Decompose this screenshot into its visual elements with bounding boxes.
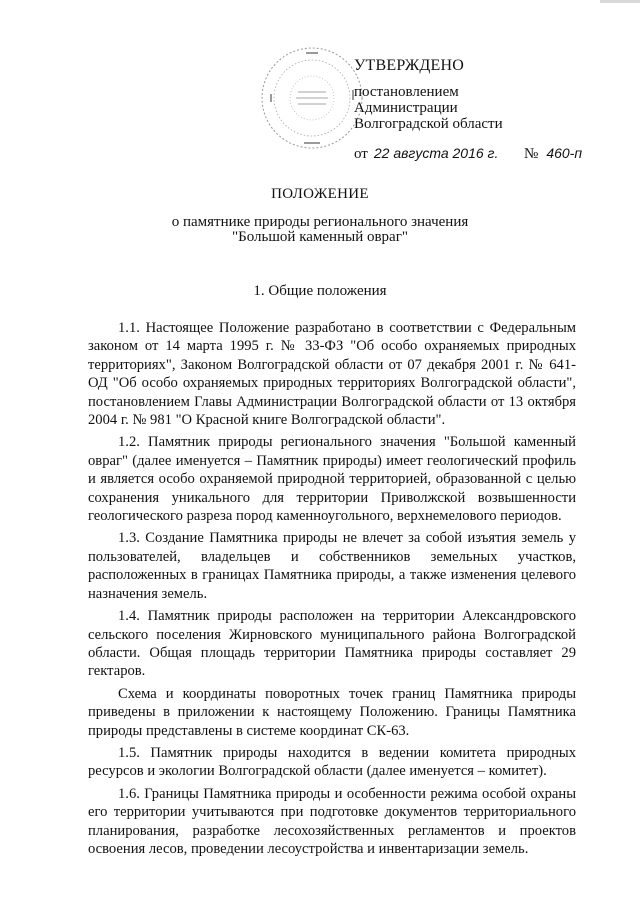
approval-heading: УТВЕРЖДЕНО xyxy=(354,57,465,74)
approval-line-2: Администрации xyxy=(354,100,458,116)
number-label: № xyxy=(524,146,539,162)
paragraph-1-1: 1.1. Настоящее Положение разработано в соответствии с Федеральным законом от 14 марта 1995 г. № 33-ФЗ "Об особо охраняемых природных территориях", Законом Волгоградской области от 07 декабря 2001 г. № 641-ОД "Об особо охраняемых природных территориях Волгоградской области", постановлением Главы Администрации Волгоградской области от 13 октября 2004 г. № 981 "О Красной книге Волгоградской области". xyxy=(88,320,576,429)
approval-date-number xyxy=(354,145,594,162)
body-text xyxy=(88,319,576,862)
document-subtitle xyxy=(0,215,640,245)
paragraph-1-5: 1.5. Памятник природы находится в ведении комитета природных ресурсов и экологии Волгоградской области (далее именуется – комитет). xyxy=(88,744,576,780)
paragraph-1-2: 1.2. Памятник природы регионального значения "Большой каменный овраг" (далее именуется – Памятник природы) имеет геологический профиль и является особо охраняемой природной территорией, образованной с целью сохранения уникального для территории Приволжской возвышенности геологического разреза пород каменноугольного, верхнемелового периодов. xyxy=(88,434,576,525)
section-heading: 1. Общие положения xyxy=(253,283,387,299)
approval-line-1: постановлением xyxy=(354,84,459,100)
paragraph-1-3: 1.3. Создание Памятника природы не влечет за собой изъятия земель у пользователей, владельцев и собственников земельных участков, расположенных в границах Памятника природы, а также изменения целевого назначения земель. xyxy=(88,530,576,602)
paragraph-1-4: 1.4. Памятник природы расположен на территории Александровского сельского поселения Жирновского муниципального района Волгоградской области. Общая площадь территории Памятника природы составляет 29 гектаров. xyxy=(88,608,576,680)
seal-graphic xyxy=(258,44,366,152)
subtitle-line-2: "Большой каменный овраг" xyxy=(232,229,408,245)
number-group xyxy=(524,145,582,162)
scan-edge-mark xyxy=(600,0,640,3)
approval-block xyxy=(354,57,604,162)
paragraph-1-4-schema: Схема и координаты поворотных точек границ Памятника природы приведены в приложении к настоящему Положению. Границы Памятника природы представлены в системе координат СК-63. xyxy=(88,685,576,739)
date-from-label: от xyxy=(354,146,368,162)
subtitle-line-1: о памятнике природы регионального значения xyxy=(171,214,469,230)
document-title: ПОЛОЖЕНИЕ xyxy=(271,186,369,202)
approval-line-3: Волгоградской области xyxy=(354,116,503,132)
paragraph-1-6: 1.6. Границы Памятника природы и особенности режима особой охраны его территории учитываются при подготовке документов территориального планирования, разработке лесохозяйственных регламентов и проектов освоения лесов, проведении лесоустройства и инвентаризации земель. xyxy=(88,785,576,857)
approval-date: 22 августа 2016 г. xyxy=(373,145,499,161)
approval-number: 460-п xyxy=(546,145,583,161)
official-seal-stamp xyxy=(258,44,366,152)
